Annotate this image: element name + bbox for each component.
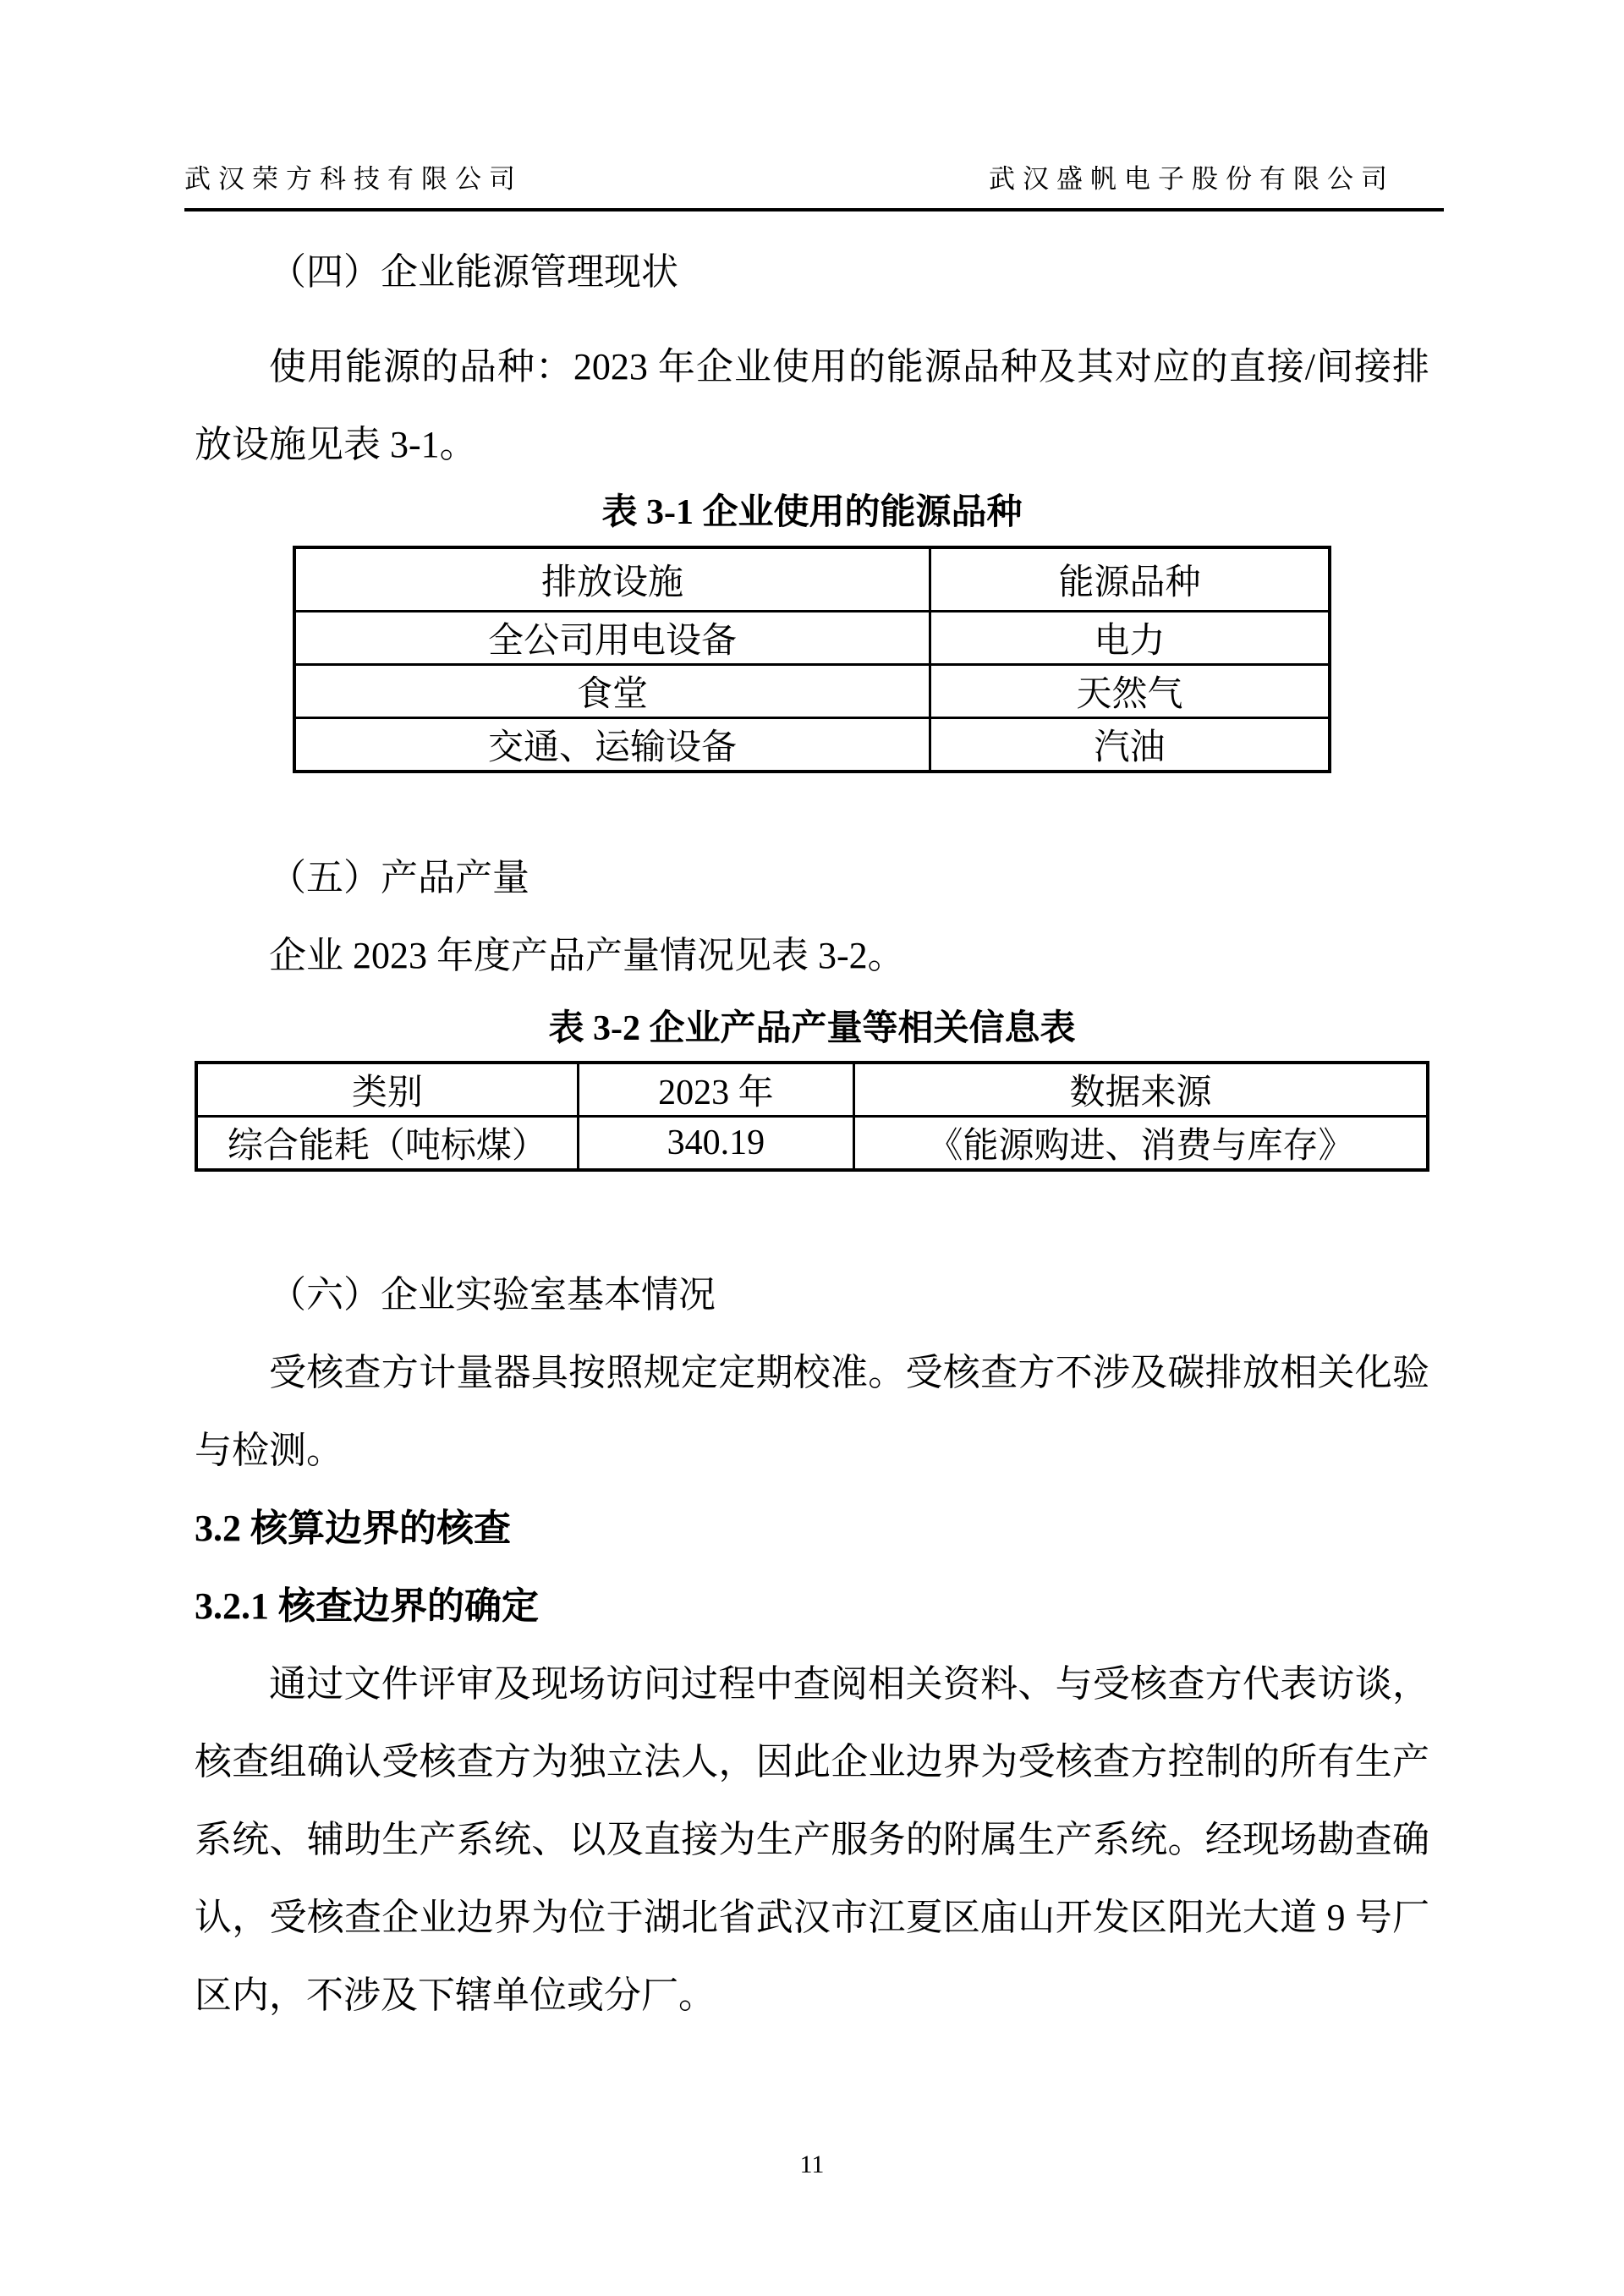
section-4-heading: （四）企业能源管理现状 [269, 251, 678, 293]
table-3-1 [293, 546, 1331, 773]
table-cell-facility: 交通、运输设备 [294, 718, 930, 772]
section-6-paragraph: 受核查方计量器具按照规定定期校准。受核查方不涉及碳排放相关化验与检测。 [195, 1352, 1429, 1471]
section-3-2-1-paragraph: 通过文件评审及现场访问过程中查阅相关资料、与受核查方代表访谈，核查组确认受核查方为独立法人，因此企业边界为受核查方控制的所有生产系统、辅助生产系统、以及直接为生产服务的附属生产系统。经现场勘查确认，受核查企业边界为位于湖北省武汉市江夏区庙山开发区阳光大道 9 号厂区内，不涉及下辖单位或分厂。 [195, 1663, 1429, 2016]
table-cell-facility: 全公司用电设备 [294, 612, 930, 665]
table-3-2-header-row [196, 1063, 1428, 1117]
page-footer [0, 2150, 1624, 2180]
page-header [184, 0, 1444, 211]
section-4-paragraph: 使用能源的品种：2023 年企业使用的能源品种及其对应的直接/间接排放设施见表 3-1。 [195, 346, 1429, 465]
header-left-company: 武汉荣方科技有限公司 [184, 164, 523, 194]
page-number: 11 [799, 2150, 825, 2178]
table-3-1-header-energy-type: 能源品种 [930, 547, 1330, 612]
header-right-company: 武汉盛帆电子股份有限公司 [989, 164, 1395, 194]
section-5-paragraph: 企业 2023 年度产品产量情况见表 3-2。 [269, 935, 905, 976]
table-cell-energy: 天然气 [930, 665, 1330, 718]
table-3-1-title: 表 3-1 企业使用的能源品种 [601, 493, 1023, 532]
table-cell-value: 340.19 [578, 1117, 853, 1171]
table-row [294, 665, 1330, 718]
table-3-2-header-category: 类别 [196, 1063, 578, 1117]
page-content [195, 233, 1429, 2035]
table-cell-facility: 食堂 [294, 665, 930, 718]
table-row [294, 718, 1330, 772]
table-3-2-header-data-source: 数据来源 [854, 1063, 1429, 1117]
section-3-2-heading: 3.2 核算边界的核查 [195, 1508, 511, 1549]
table-cell-category: 综合能耗（吨标煤） [196, 1117, 578, 1171]
table-row [196, 1117, 1428, 1171]
table-3-2 [195, 1061, 1429, 1172]
section-5-heading: （五）产品产量 [269, 857, 529, 898]
table-3-1-header-emission-facility: 排放设施 [294, 547, 930, 612]
table-cell-energy: 汽油 [930, 718, 1330, 772]
section-3-2-1-heading: 3.2.1 核查边界的确定 [195, 1585, 539, 1627]
table-row [294, 612, 1330, 665]
table-cell-source: 《能源购进、消费与库存》 [854, 1117, 1429, 1171]
table-3-2-title: 表 3-2 企业产品产量等相关信息表 [548, 1009, 1076, 1048]
table-3-1-header-row [294, 547, 1330, 612]
section-6-heading: （六）企业实验室基本情况 [269, 1274, 716, 1316]
table-cell-energy: 电力 [930, 612, 1330, 665]
table-3-2-header-year: 2023 年 [578, 1063, 853, 1117]
